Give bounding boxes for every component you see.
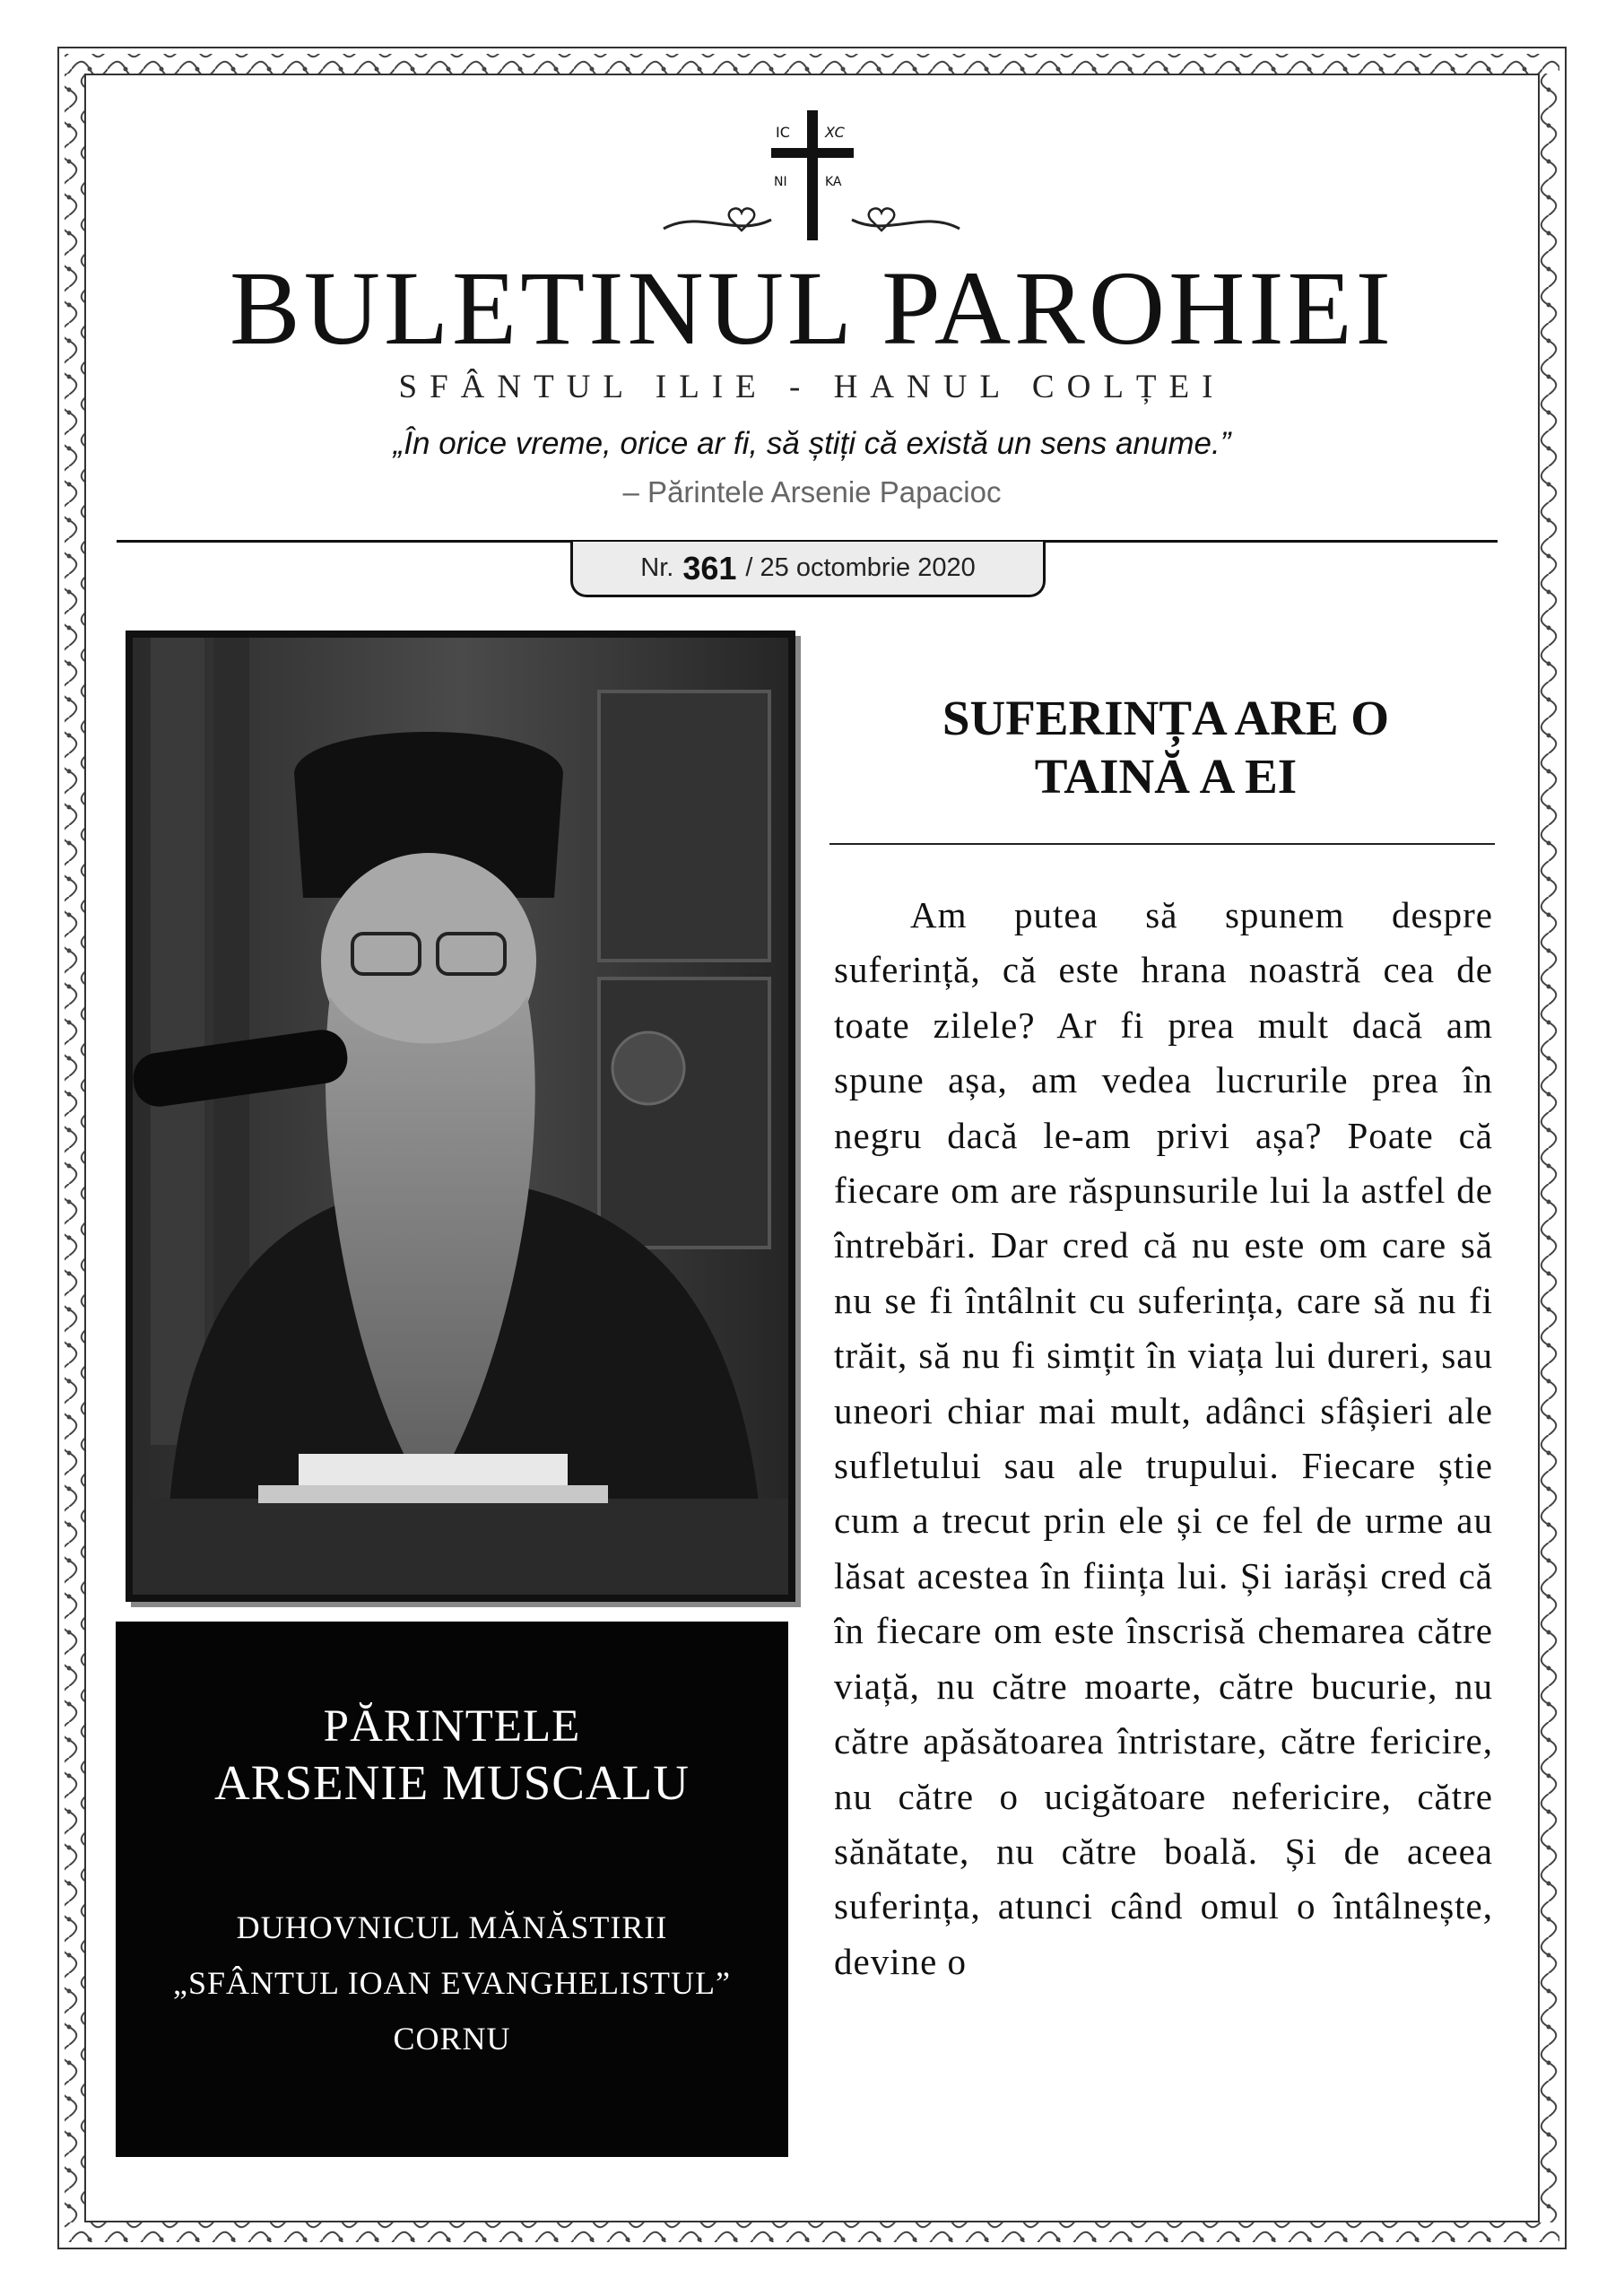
portrait-photo [126, 631, 795, 1602]
article-title [834, 689, 1498, 805]
newsletter-title: BULETINUL PAROHIEI [230, 249, 1394, 367]
caption-title-line2: ARSENIE MUSCALU [214, 1755, 690, 1810]
cross-icon [646, 103, 977, 247]
parish-subtitle: SFÂNTUL ILIE - HANUL COLȚEI [398, 369, 1226, 405]
article-body: Am putea să spunem despre suferință, că este hrana noastră cea de toate zilele? Ar fi prea mult dacă am spune așa, am vedea lucrurile prea în negru dacă le-am privi așa? Poate că fiecare om are răspunsurile lui la astfel de întrebări. Dar cred că nu este om care să nu se fi întâlnit cu suferința, care să nu fi trăit, să nu fi simțit în viața lui dureri, sau uneori chiar mai mult, adânci sfâșieri ale sufletului sau ale trupului. Fiecare știe cum a trecut prin ele și ce fel de urme au lăsat acestea în ființa lui. Și iarăși cred că în fiecare om este înscrisă chemarea către viață, nu către moarte, către bucurie, nu către apăsătoarea întristare, către fericire, nu către o ucigătoare nefericire, către sănătate, nu către boală. Și de aceea suferința, atunci când omul o întâlnește, devine o [834, 894, 1493, 1982]
emblem-ic: IC [776, 124, 790, 141]
article-title-line2: TAINĂ A EI [1034, 749, 1298, 804]
issue-tab [570, 542, 1046, 597]
motto-quote: „În orice vreme, orice ar fi, să știți că există un sens anume.” [393, 426, 1231, 461]
caption-sub-line1: DUHOVNICUL MĂNĂSTIRII [236, 1909, 668, 1945]
caption-title-line1: PĂRINTELE [323, 1701, 581, 1752]
issue-number: 361 [682, 549, 737, 587]
emblem-ka: KA [825, 175, 842, 189]
emblem-xc: XC [825, 124, 845, 141]
article-title-line1: SUFERINȚA ARE O [942, 691, 1390, 745]
caption-sub-line3: CORNU [393, 2021, 511, 2057]
portrait-caption [116, 1622, 788, 2157]
caption-sub-line2: „SFÂNTUL IOAN EVANGHELISTUL” [173, 1965, 731, 2001]
issue-date: / 25 octombrie 2020 [745, 553, 976, 582]
article-divider [829, 843, 1495, 845]
motto-author: – Părintele Arsenie Papacioc [622, 475, 1002, 509]
portrait-illustration [133, 638, 788, 1595]
emblem-ni: NI [774, 175, 787, 189]
issue-prefix: Nr. [640, 553, 674, 582]
